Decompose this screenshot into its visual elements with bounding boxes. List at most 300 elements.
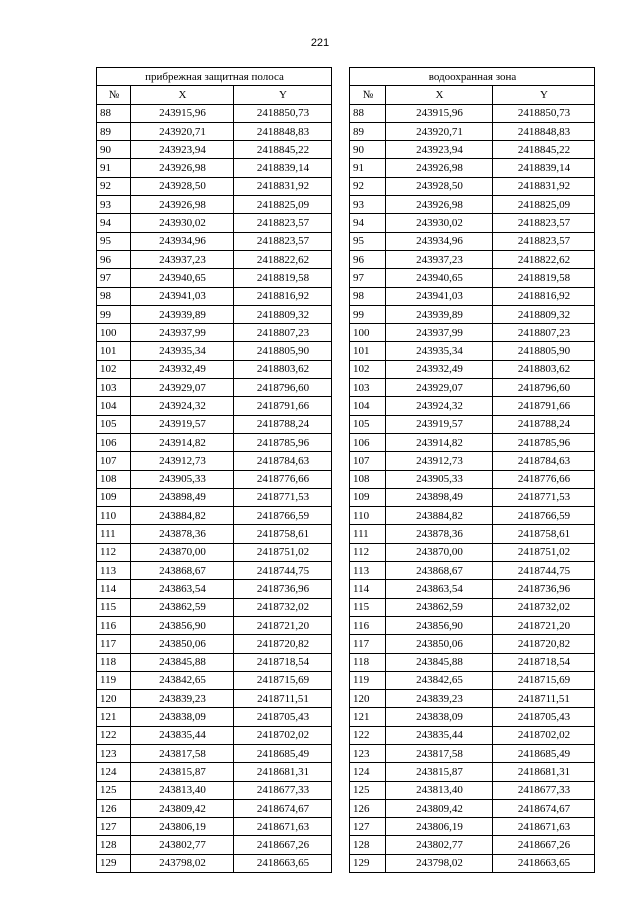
x-coordinate-cell: 243806,19 [131,818,234,836]
x-coordinate-cell: 243806,19 [386,818,493,836]
x-coordinate-cell: 243928,50 [386,177,493,195]
y-coordinate-cell: 2418663,65 [493,854,595,872]
table-row [350,781,595,799]
x-coordinate-cell: 243919,57 [386,415,493,433]
point-number-cell: 103 [97,379,131,397]
table-row [350,708,595,726]
point-number-cell: 92 [97,177,131,195]
table-row [97,818,332,836]
table-row [350,690,595,708]
y-coordinate-cell: 2418819,58 [493,269,595,287]
x-coordinate-cell: 243940,65 [386,269,493,287]
x-coordinate-cell: 243845,88 [386,653,493,671]
y-coordinate-cell: 2418803,62 [493,360,595,378]
table-row [97,415,332,433]
x-coordinate-cell: 243817,58 [386,744,493,762]
x-coordinate-cell: 243920,71 [386,122,493,140]
y-coordinate-cell: 2418784,63 [234,452,332,470]
y-coordinate-cell: 2418718,54 [234,653,332,671]
point-number-cell: 93 [97,196,131,214]
x-coordinate-cell: 243850,06 [131,635,234,653]
table-row [97,214,332,232]
y-coordinate-cell: 2418667,26 [493,836,595,854]
x-coordinate-cell: 243935,34 [386,342,493,360]
point-number-cell: 100 [350,324,386,342]
table-row [350,580,595,598]
table-row [350,653,595,671]
table-row [97,708,332,726]
y-coordinate-cell: 2418667,26 [234,836,332,854]
table-row [97,141,332,159]
table-row [97,287,332,305]
table-row [350,452,595,470]
table-row [350,562,595,580]
water-protection-zone-table [349,67,595,873]
point-number-cell: 120 [350,690,386,708]
point-number-cell: 112 [97,543,131,561]
table-row [350,324,595,342]
x-coordinate-cell: 243924,32 [131,397,234,415]
x-coordinate-cell: 243939,89 [131,305,234,323]
x-coordinate-cell: 243914,82 [386,433,493,451]
y-coordinate-cell: 2418681,31 [234,763,332,781]
x-coordinate-cell: 243862,59 [131,598,234,616]
point-number-cell: 126 [97,799,131,817]
x-coordinate-cell: 243878,36 [131,525,234,543]
x-coordinate-cell: 243842,65 [131,671,234,689]
y-coordinate-cell: 2418705,43 [493,708,595,726]
x-coordinate-cell: 243809,42 [131,799,234,817]
y-coordinate-cell: 2418776,66 [493,470,595,488]
y-coordinate-cell: 2418705,43 [234,708,332,726]
x-coordinate-cell: 243905,33 [131,470,234,488]
x-coordinate-cell: 243842,65 [386,671,493,689]
point-number-cell: 93 [350,196,386,214]
point-number-cell: 110 [350,507,386,525]
x-coordinate-cell: 243937,99 [131,324,234,342]
point-number-cell: 121 [97,708,131,726]
point-number-cell: 117 [97,635,131,653]
x-coordinate-cell: 243926,98 [386,196,493,214]
table-row [97,690,332,708]
x-coordinate-cell: 243870,00 [386,543,493,561]
table-row [97,360,332,378]
y-coordinate-cell: 2418711,51 [493,690,595,708]
point-number-cell: 88 [350,104,386,122]
point-number-cell: 100 [97,324,131,342]
x-coordinate-cell: 243941,03 [386,287,493,305]
y-coordinate-cell: 2418721,20 [234,616,332,634]
table-row [97,543,332,561]
table-row [97,781,332,799]
y-coordinate-cell: 2418825,09 [234,196,332,214]
y-coordinate-cell: 2418766,59 [493,507,595,525]
table-row [350,360,595,378]
column-header-x: X [131,86,234,104]
y-coordinate-cell: 2418831,92 [493,177,595,195]
x-coordinate-cell: 243835,44 [131,726,234,744]
table-row [350,214,595,232]
table-row [97,744,332,762]
column-header-number: № [97,86,131,104]
x-coordinate-cell: 243919,57 [131,415,234,433]
point-number-cell: 89 [97,122,131,140]
point-number-cell: 97 [97,269,131,287]
x-coordinate-cell: 243798,02 [386,854,493,872]
table-row [97,726,332,744]
table-row [350,104,595,122]
point-number-cell: 105 [350,415,386,433]
table-row [97,177,332,195]
table-row [97,324,332,342]
y-coordinate-cell: 2418671,63 [234,818,332,836]
table-row [350,269,595,287]
point-number-cell: 124 [97,763,131,781]
table-row [97,250,332,268]
point-number-cell: 118 [350,653,386,671]
table-row [97,470,332,488]
y-coordinate-cell: 2418845,22 [234,141,332,159]
y-coordinate-cell: 2418807,23 [493,324,595,342]
table-row [350,635,595,653]
point-number-cell: 108 [350,470,386,488]
y-coordinate-cell: 2418845,22 [493,141,595,159]
x-coordinate-cell: 243868,67 [386,562,493,580]
y-coordinate-cell: 2418839,14 [493,159,595,177]
x-coordinate-cell: 243926,98 [131,159,234,177]
x-coordinate-cell: 243920,71 [131,122,234,140]
table-row [97,653,332,671]
x-coordinate-cell: 243898,49 [131,488,234,506]
point-number-cell: 120 [97,690,131,708]
table-row [350,744,595,762]
point-number-cell: 118 [97,653,131,671]
y-coordinate-cell: 2418850,73 [234,104,332,122]
x-coordinate-cell: 243937,99 [386,324,493,342]
table-row [97,159,332,177]
table-row [97,232,332,250]
x-coordinate-cell: 243809,42 [386,799,493,817]
table-row [350,818,595,836]
y-coordinate-cell: 2418805,90 [234,342,332,360]
table-row [97,305,332,323]
x-coordinate-cell: 243813,40 [131,781,234,799]
y-coordinate-cell: 2418788,24 [493,415,595,433]
point-number-cell: 101 [350,342,386,360]
x-coordinate-cell: 243929,07 [386,379,493,397]
y-coordinate-cell: 2418732,02 [493,598,595,616]
y-coordinate-cell: 2418671,63 [493,818,595,836]
table-row [350,305,595,323]
y-coordinate-cell: 2418796,60 [234,379,332,397]
table-row [350,836,595,854]
y-coordinate-cell: 2418796,60 [493,379,595,397]
point-number-cell: 115 [97,598,131,616]
x-coordinate-cell: 243884,82 [131,507,234,525]
y-coordinate-cell: 2418720,82 [493,635,595,653]
table-row [350,616,595,634]
y-coordinate-cell: 2418785,96 [234,433,332,451]
table-row [350,671,595,689]
x-coordinate-cell: 243845,88 [131,653,234,671]
point-number-cell: 98 [97,287,131,305]
point-number-cell: 124 [350,763,386,781]
column-header-y: Y [493,86,595,104]
table-row [350,799,595,817]
point-number-cell: 111 [97,525,131,543]
column-header-y: Y [234,86,332,104]
x-coordinate-cell: 243839,23 [131,690,234,708]
x-coordinate-cell: 243856,90 [386,616,493,634]
point-number-cell: 90 [97,141,131,159]
point-number-cell: 101 [97,342,131,360]
x-coordinate-cell: 243862,59 [386,598,493,616]
point-number-cell: 129 [97,854,131,872]
table-row [97,635,332,653]
table-row [97,854,332,872]
point-number-cell: 110 [97,507,131,525]
y-coordinate-cell: 2418819,58 [234,269,332,287]
table-row [350,177,595,195]
table-row [350,287,595,305]
table-row [350,726,595,744]
x-coordinate-cell: 243932,49 [386,360,493,378]
y-coordinate-cell: 2418744,75 [234,562,332,580]
x-coordinate-cell: 243863,54 [386,580,493,598]
x-coordinate-cell: 243838,09 [386,708,493,726]
point-number-cell: 117 [350,635,386,653]
y-coordinate-cell: 2418848,83 [493,122,595,140]
y-coordinate-cell: 2418720,82 [234,635,332,653]
point-number-cell: 103 [350,379,386,397]
table-row [350,415,595,433]
table-row [97,799,332,817]
table-row [350,379,595,397]
table-row [97,671,332,689]
y-coordinate-cell: 2418732,02 [234,598,332,616]
point-number-cell: 127 [97,818,131,836]
x-coordinate-cell: 243802,77 [386,836,493,854]
y-coordinate-cell: 2418823,57 [493,232,595,250]
x-coordinate-cell: 243813,40 [386,781,493,799]
y-coordinate-cell: 2418758,61 [493,525,595,543]
y-coordinate-cell: 2418816,92 [234,287,332,305]
table-row [97,763,332,781]
y-coordinate-cell: 2418850,73 [493,104,595,122]
point-number-cell: 114 [97,580,131,598]
point-number-cell: 119 [350,671,386,689]
point-number-cell: 106 [97,433,131,451]
x-coordinate-cell: 243870,00 [131,543,234,561]
x-coordinate-cell: 243926,98 [131,196,234,214]
y-coordinate-cell: 2418822,62 [493,250,595,268]
table-row [350,507,595,525]
point-number-cell: 116 [97,616,131,634]
table-row [350,250,595,268]
x-coordinate-cell: 243934,96 [131,232,234,250]
point-number-cell: 114 [350,580,386,598]
point-number-cell: 122 [350,726,386,744]
point-number-cell: 99 [97,305,131,323]
point-number-cell: 116 [350,616,386,634]
point-number-cell: 99 [350,305,386,323]
table-title: водоохранная зона [350,68,595,86]
table-row [97,525,332,543]
point-number-cell: 109 [350,488,386,506]
y-coordinate-cell: 2418809,32 [493,305,595,323]
y-coordinate-cell: 2418736,96 [493,580,595,598]
x-coordinate-cell: 243838,09 [131,708,234,726]
table-row [350,525,595,543]
point-number-cell: 96 [97,250,131,268]
x-coordinate-cell: 243856,90 [131,616,234,634]
table-row [97,342,332,360]
table-row [350,854,595,872]
point-number-cell: 102 [97,360,131,378]
point-number-cell: 102 [350,360,386,378]
point-number-cell: 96 [350,250,386,268]
point-number-cell: 125 [97,781,131,799]
x-coordinate-cell: 243850,06 [386,635,493,653]
page-number: 221 [310,37,330,49]
point-number-cell: 122 [97,726,131,744]
x-coordinate-cell: 243941,03 [131,287,234,305]
point-number-cell: 127 [350,818,386,836]
x-coordinate-cell: 243884,82 [386,507,493,525]
y-coordinate-cell: 2418823,57 [234,232,332,250]
point-number-cell: 107 [350,452,386,470]
point-number-cell: 95 [97,232,131,250]
table-row [350,141,595,159]
point-number-cell: 88 [97,104,131,122]
y-coordinate-cell: 2418766,59 [234,507,332,525]
table-row [97,562,332,580]
y-coordinate-cell: 2418702,02 [234,726,332,744]
x-coordinate-cell: 243935,34 [131,342,234,360]
x-coordinate-cell: 243878,36 [386,525,493,543]
point-number-cell: 109 [97,488,131,506]
table-row [97,379,332,397]
x-coordinate-cell: 243815,87 [131,763,234,781]
y-coordinate-cell: 2418788,24 [234,415,332,433]
table-row [97,397,332,415]
y-coordinate-cell: 2418758,61 [234,525,332,543]
table-row [97,452,332,470]
x-coordinate-cell: 243817,58 [131,744,234,762]
x-coordinate-cell: 243815,87 [386,763,493,781]
x-coordinate-cell: 243937,23 [386,250,493,268]
point-number-cell: 104 [350,397,386,415]
x-coordinate-cell: 243898,49 [386,488,493,506]
table-row [97,598,332,616]
y-coordinate-cell: 2418831,92 [234,177,332,195]
y-coordinate-cell: 2418791,66 [493,397,595,415]
table-row [97,507,332,525]
point-number-cell: 97 [350,269,386,287]
point-number-cell: 111 [350,525,386,543]
y-coordinate-cell: 2418839,14 [234,159,332,177]
y-coordinate-cell: 2418715,69 [234,671,332,689]
table-row [350,470,595,488]
table-row [350,543,595,561]
table-row [97,580,332,598]
table-row [350,488,595,506]
x-coordinate-cell: 243835,44 [386,726,493,744]
table-row [97,836,332,854]
x-coordinate-cell: 243863,54 [131,580,234,598]
point-number-cell: 123 [97,744,131,762]
table-row [350,232,595,250]
y-coordinate-cell: 2418736,96 [234,580,332,598]
y-coordinate-cell: 2418822,62 [234,250,332,268]
table-row [97,616,332,634]
column-header-number: № [350,86,386,104]
coastal-protection-strip-table [96,67,332,873]
y-coordinate-cell: 2418771,53 [234,488,332,506]
point-number-cell: 98 [350,287,386,305]
y-coordinate-cell: 2418785,96 [493,433,595,451]
x-coordinate-cell: 243932,49 [131,360,234,378]
x-coordinate-cell: 243868,67 [131,562,234,580]
x-coordinate-cell: 243802,77 [131,836,234,854]
point-number-cell: 94 [350,214,386,232]
table-row [350,433,595,451]
point-number-cell: 129 [350,854,386,872]
y-coordinate-cell: 2418711,51 [234,690,332,708]
y-coordinate-cell: 2418803,62 [234,360,332,378]
y-coordinate-cell: 2418784,63 [493,452,595,470]
table-row [97,488,332,506]
point-number-cell: 119 [97,671,131,689]
y-coordinate-cell: 2418702,02 [493,726,595,744]
point-number-cell: 94 [97,214,131,232]
point-number-cell: 128 [97,836,131,854]
point-number-cell: 113 [350,562,386,580]
column-header-x: X [386,86,493,104]
x-coordinate-cell: 243798,02 [131,854,234,872]
table-body [97,104,332,872]
point-number-cell: 92 [350,177,386,195]
table-row [350,598,595,616]
y-coordinate-cell: 2418848,83 [234,122,332,140]
point-number-cell: 123 [350,744,386,762]
y-coordinate-cell: 2418771,53 [493,488,595,506]
x-coordinate-cell: 243915,96 [131,104,234,122]
point-number-cell: 90 [350,141,386,159]
y-coordinate-cell: 2418685,49 [493,744,595,762]
point-number-cell: 108 [97,470,131,488]
point-number-cell: 106 [350,433,386,451]
x-coordinate-cell: 243839,23 [386,690,493,708]
x-coordinate-cell: 243940,65 [131,269,234,287]
x-coordinate-cell: 243928,50 [131,177,234,195]
y-coordinate-cell: 2418809,32 [234,305,332,323]
y-coordinate-cell: 2418825,09 [493,196,595,214]
table-row [350,397,595,415]
y-coordinate-cell: 2418677,33 [234,781,332,799]
y-coordinate-cell: 2418715,69 [493,671,595,689]
x-coordinate-cell: 243934,96 [386,232,493,250]
table-title: прибрежная защитная полоса [97,68,332,86]
table-body [350,104,595,872]
y-coordinate-cell: 2418721,20 [493,616,595,634]
y-coordinate-cell: 2418718,54 [493,653,595,671]
y-coordinate-cell: 2418663,65 [234,854,332,872]
x-coordinate-cell: 243926,98 [386,159,493,177]
point-number-cell: 128 [350,836,386,854]
y-coordinate-cell: 2418816,92 [493,287,595,305]
y-coordinate-cell: 2418681,31 [493,763,595,781]
